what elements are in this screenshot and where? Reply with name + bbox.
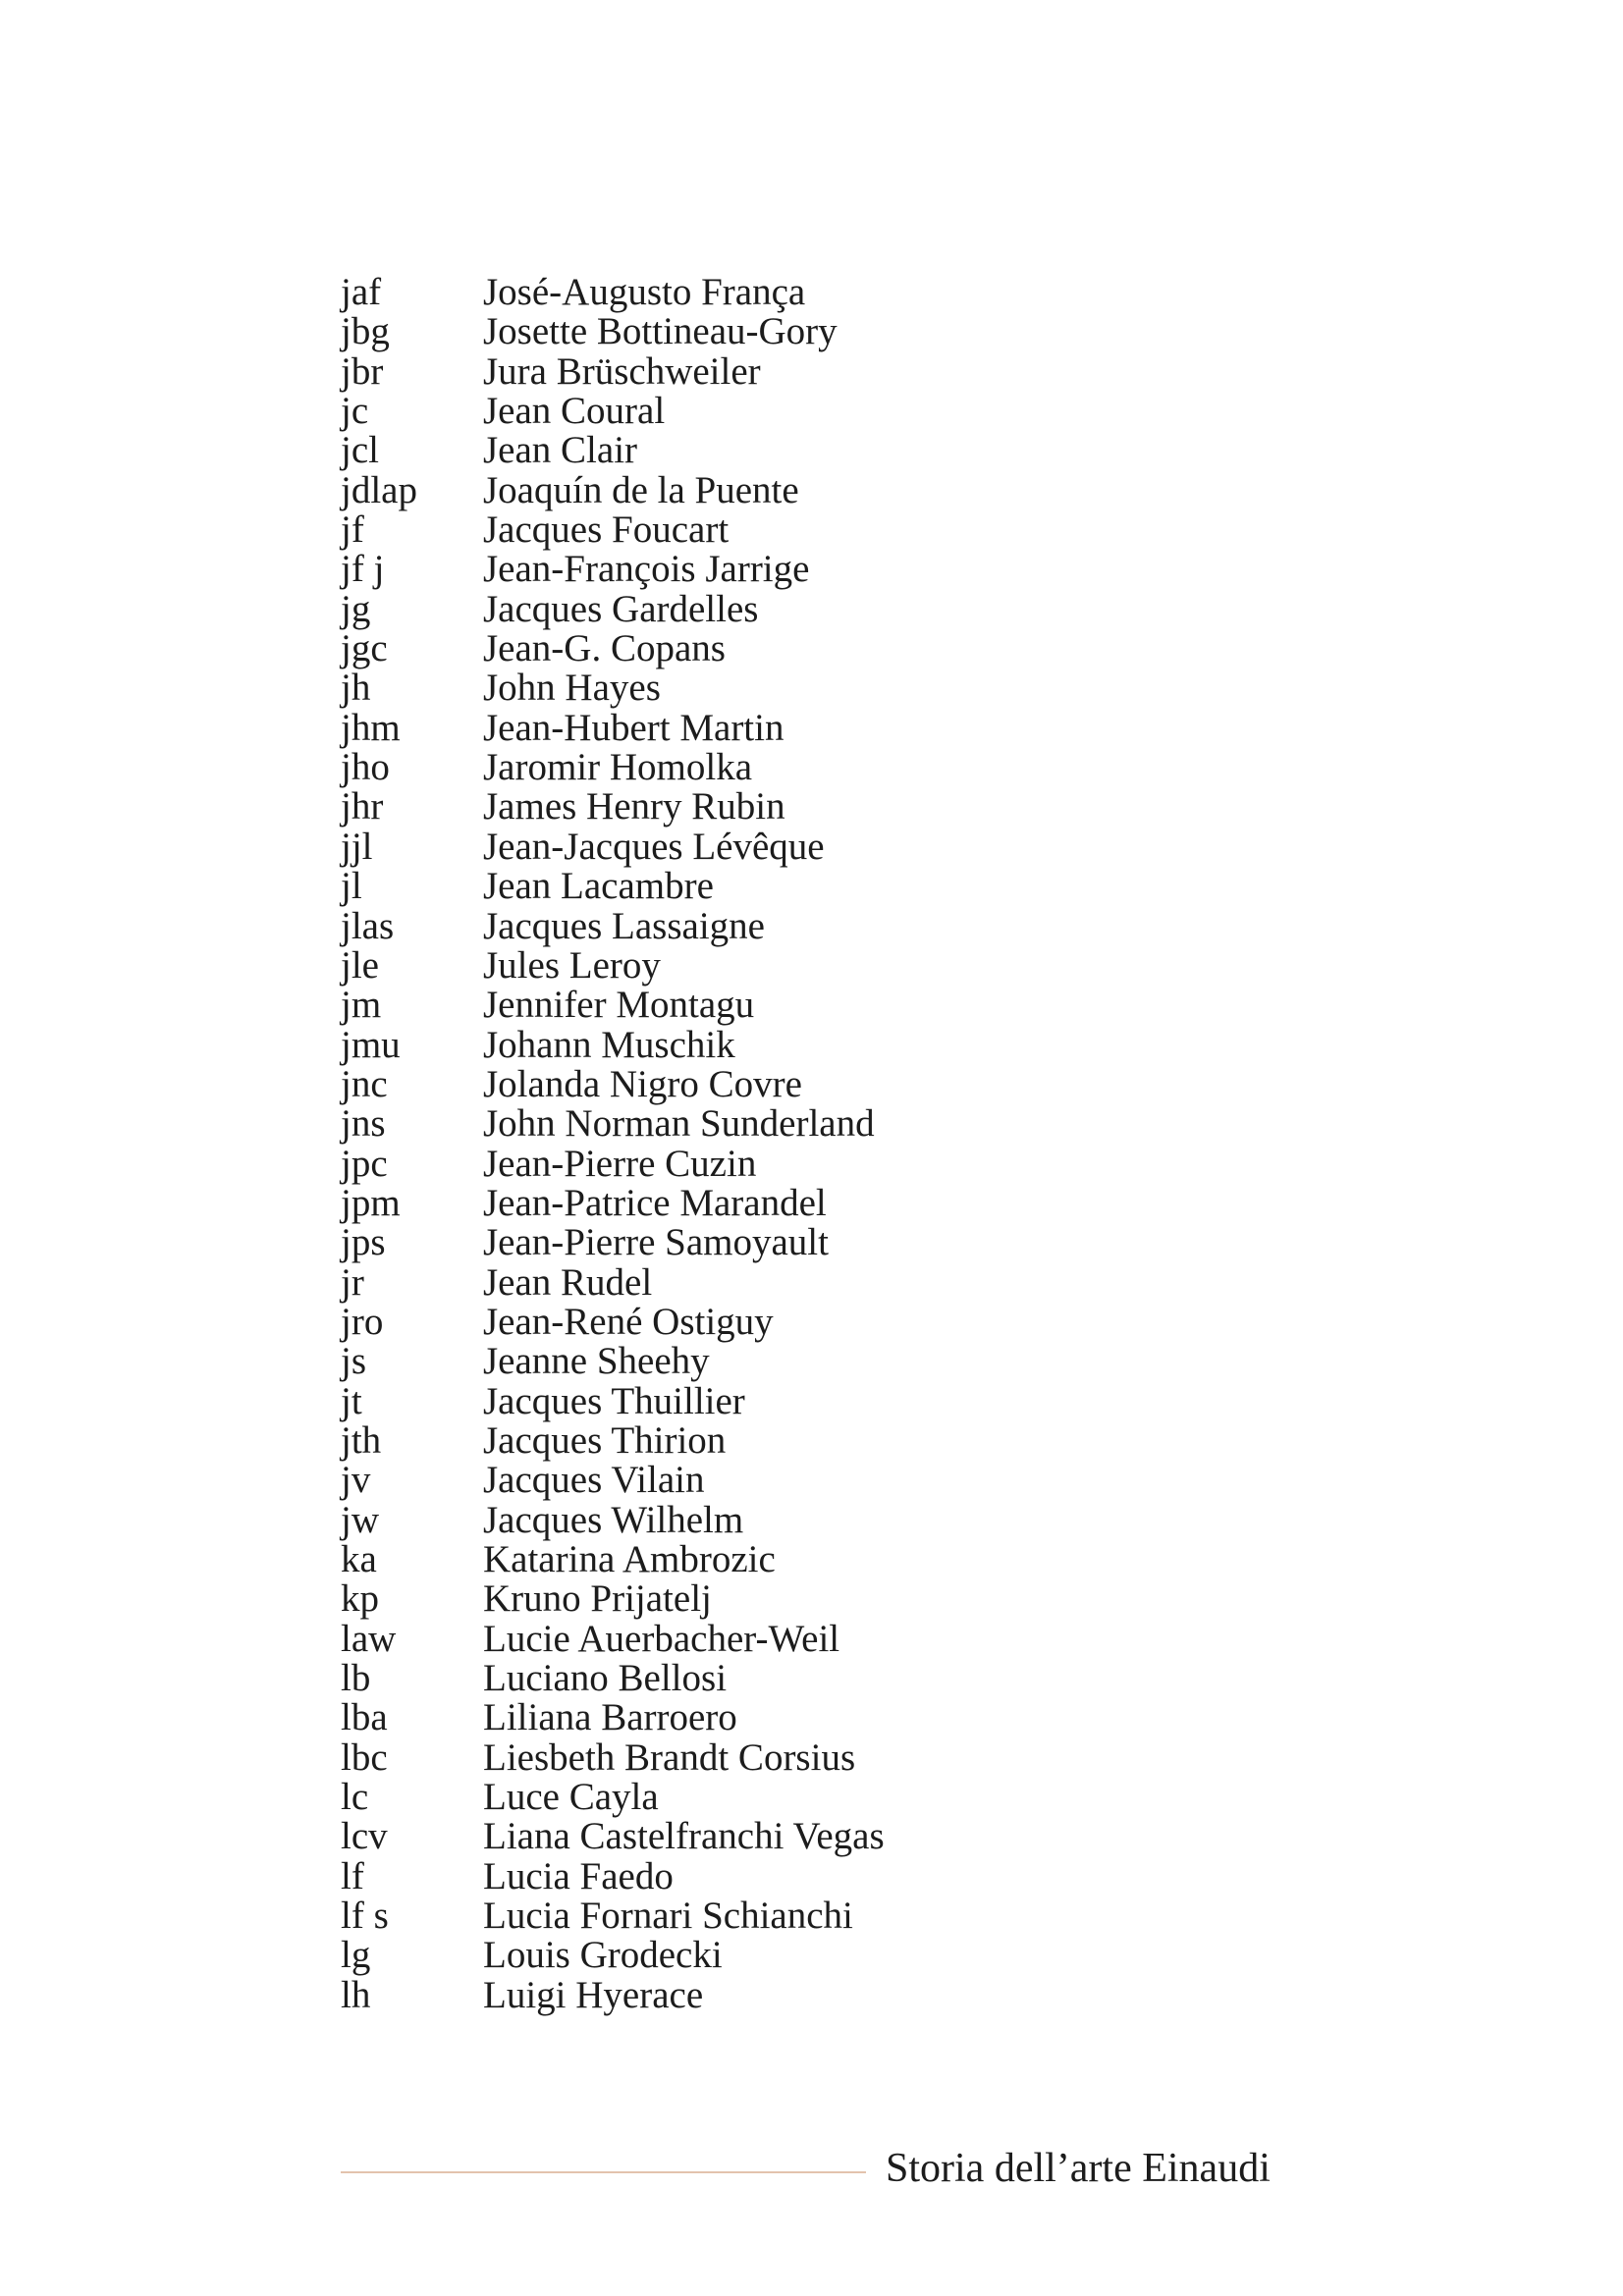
entry-abbreviation: jnc	[341, 1062, 388, 1105]
list-item	[341, 668, 1224, 708]
list-item	[341, 1540, 1224, 1579]
entry-abbreviation: jpc	[341, 1142, 388, 1185]
list-item	[341, 1896, 1224, 1936]
entry-abbreviation: jpm	[341, 1181, 401, 1224]
entry-author-name: Jolanda Nigro Covre	[483, 1062, 802, 1105]
entry-abbreviation: jg	[341, 587, 371, 630]
list-item	[341, 1854, 1224, 1897]
entry-abbreviation: jle	[341, 943, 379, 987]
entry-author-name: Jean-René Ostiguy	[483, 1300, 774, 1343]
list-item	[341, 986, 1224, 1025]
list-item	[341, 1936, 1224, 1975]
list-item	[341, 867, 1224, 906]
list-item	[341, 1418, 1224, 1462]
list-item	[341, 1142, 1224, 1185]
entry-abbreviation: jlas	[341, 904, 395, 947]
entry-abbreviation: jf j	[341, 548, 385, 591]
entry-author-name: Jean Coural	[483, 390, 666, 433]
entry-abbreviation: jho	[341, 746, 390, 789]
entry-author-name: Jacques Wilhelm	[483, 1498, 744, 1541]
list-item	[341, 1973, 1224, 2016]
entry-author-name: Jacques Foucart	[483, 508, 730, 552]
entry-abbreviation: lbc	[341, 1735, 388, 1779]
list-item	[341, 1062, 1224, 1105]
entry-author-name: Liesbeth Brandt Corsius	[483, 1735, 856, 1779]
entry-author-name: Lucia Faedo	[483, 1854, 674, 1897]
entry-abbreviation: jm	[341, 984, 382, 1027]
list-item	[341, 587, 1224, 630]
entry-abbreviation: js	[341, 1340, 367, 1383]
list-item	[341, 1379, 1224, 1422]
entry-author-name: Jean-Pierre Cuzin	[483, 1142, 757, 1185]
entry-abbreviation: jgc	[341, 627, 388, 670]
entry-author-name: Jaromir Homolka	[483, 746, 753, 789]
author-abbreviation-list	[341, 273, 1224, 2015]
entry-abbreviation: lba	[341, 1696, 388, 1739]
entry-author-name: Josette Bottineau-Gory	[483, 310, 838, 353]
entry-abbreviation: jro	[341, 1300, 384, 1343]
list-item	[341, 1579, 1224, 1619]
entry-author-name: Jean-François Jarrige	[483, 548, 810, 591]
list-item	[341, 748, 1224, 787]
list-item	[341, 629, 1224, 668]
entry-author-name: Lucia Fornari Schianchi	[483, 1895, 853, 1938]
entry-abbreviation: jf	[341, 508, 364, 552]
entry-abbreviation: jbr	[341, 349, 384, 393]
footer-title: Storia dell’arte Einaudi	[886, 2146, 1271, 2191]
entry-author-name: John Hayes	[483, 667, 661, 710]
entry-author-name: Jacques Lassaigne	[483, 904, 765, 947]
entry-author-name: Luciano Bellosi	[483, 1657, 728, 1700]
list-item	[341, 468, 1224, 511]
entry-abbreviation: lb	[341, 1657, 371, 1700]
entry-author-name: Jean-G. Copans	[483, 627, 726, 670]
list-item	[341, 787, 1224, 827]
entry-abbreviation: jth	[341, 1418, 382, 1462]
list-item	[341, 1498, 1224, 1541]
entry-author-name: Luce Cayla	[483, 1776, 659, 1819]
entry-author-name: Jean Lacambre	[483, 865, 714, 908]
entry-author-name: Jean-Hubert Martin	[483, 706, 784, 749]
entry-author-name: Luigi Hyerace	[483, 1973, 704, 2016]
entry-abbreviation: jjl	[341, 825, 373, 868]
entry-author-name: Kruno Prijatelj	[483, 1577, 712, 1621]
list-item	[341, 1223, 1224, 1262]
entry-author-name: Jean-Patrice Marandel	[483, 1181, 827, 1224]
entry-abbreviation: jbg	[341, 310, 390, 353]
entry-abbreviation: jr	[341, 1260, 364, 1304]
entry-author-name: Joaquín de la Puente	[483, 468, 799, 511]
entry-abbreviation: jc	[341, 390, 369, 433]
entry-author-name: Jean-Pierre Samoyault	[483, 1221, 829, 1264]
list-item	[341, 550, 1224, 589]
list-item	[341, 825, 1224, 868]
entry-abbreviation: jcl	[341, 429, 379, 472]
list-item	[341, 1023, 1224, 1066]
list-item	[341, 1181, 1224, 1224]
entry-abbreviation: jv	[341, 1459, 371, 1502]
entry-abbreviation: jl	[341, 865, 362, 908]
entry-author-name: José-Augusto França	[483, 271, 806, 313]
entry-author-name: Jean Clair	[483, 429, 638, 472]
entry-abbreviation: jps	[341, 1221, 386, 1264]
entry-author-name: Jacques Vilain	[483, 1459, 705, 1502]
list-item	[341, 349, 1224, 393]
list-item	[341, 1461, 1224, 1500]
entry-abbreviation: lh	[341, 1973, 371, 2016]
entry-abbreviation: jdlap	[341, 468, 417, 511]
list-item	[341, 1659, 1224, 1698]
list-item	[341, 1104, 1224, 1144]
entry-author-name: Jean Rudel	[483, 1260, 653, 1304]
list-item	[341, 431, 1224, 470]
entry-author-name: Katarina Ambrozic	[483, 1538, 776, 1580]
list-item	[341, 943, 1224, 987]
list-item	[341, 1342, 1224, 1381]
entry-author-name: James Henry Rubin	[483, 785, 785, 828]
entry-author-name: John Norman Sunderland	[483, 1102, 875, 1146]
list-item	[341, 392, 1224, 431]
entry-abbreviation: kp	[341, 1577, 379, 1621]
list-item	[341, 312, 1224, 351]
footer-rule	[341, 2171, 866, 2173]
entry-abbreviation: lf s	[341, 1895, 389, 1938]
list-item	[341, 1778, 1224, 1817]
list-item	[341, 1817, 1224, 1856]
entry-author-name: Jules Leroy	[483, 943, 661, 987]
entry-author-name: Liliana Barroero	[483, 1696, 737, 1739]
list-item	[341, 1260, 1224, 1304]
entry-author-name: Lucie Auerbacher-Weil	[483, 1617, 840, 1660]
entry-abbreviation: jhr	[341, 785, 384, 828]
entry-abbreviation: lcv	[341, 1815, 388, 1858]
entry-author-name: Jacques Thirion	[483, 1418, 727, 1462]
list-item	[341, 706, 1224, 749]
entry-abbreviation: lg	[341, 1934, 371, 1977]
entry-author-name: Johann Muschik	[483, 1023, 735, 1066]
entry-abbreviation: jmu	[341, 1023, 401, 1066]
list-item	[341, 273, 1224, 312]
entry-abbreviation: jt	[341, 1379, 362, 1422]
entry-author-name: Jacques Gardelles	[483, 587, 759, 630]
entry-abbreviation: lc	[341, 1776, 369, 1819]
entry-abbreviation: jhm	[341, 706, 401, 749]
entry-author-name: Jeanne Sheehy	[483, 1340, 710, 1383]
entry-author-name: Jennifer Montagu	[483, 984, 755, 1027]
entry-author-name: Liana Castelfranchi Vegas	[483, 1815, 885, 1858]
entry-abbreviation: jns	[341, 1102, 386, 1146]
list-item	[341, 904, 1224, 947]
entry-abbreviation: jw	[341, 1498, 379, 1541]
entry-author-name: Jean-Jacques Lévêque	[483, 825, 825, 868]
list-item	[341, 510, 1224, 550]
entry-abbreviation: law	[341, 1617, 397, 1660]
entry-author-name: Jura Brüschweiler	[483, 349, 761, 393]
entry-abbreviation: jh	[341, 667, 371, 710]
list-item	[341, 1300, 1224, 1343]
entry-abbreviation: ka	[341, 1538, 377, 1580]
list-item	[341, 1735, 1224, 1779]
list-item	[341, 1698, 1224, 1737]
list-item	[341, 1617, 1224, 1660]
entry-author-name: Louis Grodecki	[483, 1934, 723, 1977]
entry-author-name: Jacques Thuillier	[483, 1379, 745, 1422]
entry-abbreviation: lf	[341, 1854, 364, 1897]
entry-abbreviation: jaf	[341, 271, 382, 313]
